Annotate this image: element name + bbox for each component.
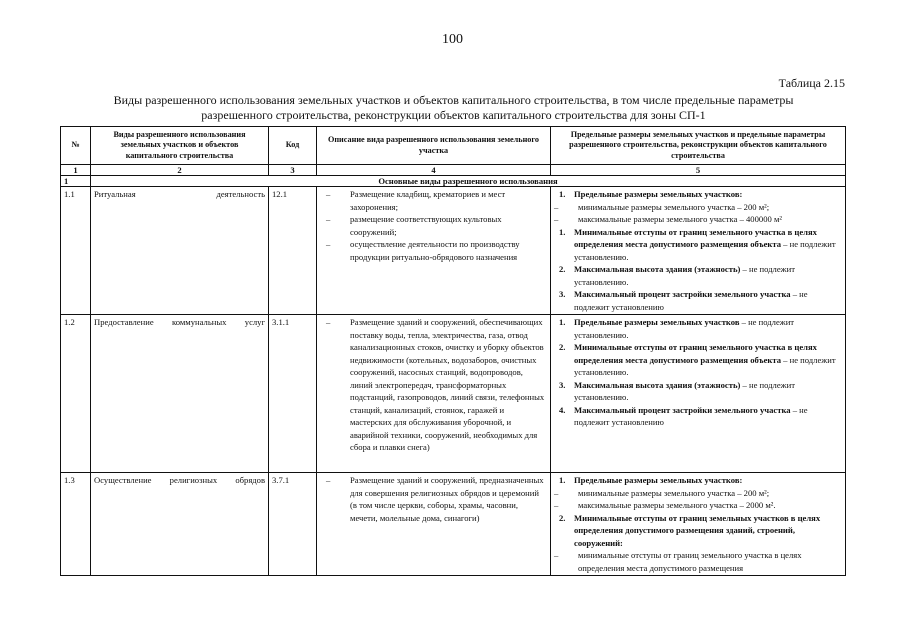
use-code: 3.1.1 [269, 315, 317, 473]
limit-value: – не подлежит установлению. [574, 317, 795, 340]
limit-item [554, 288, 842, 313]
limit-item [554, 341, 842, 379]
description-item: – Размещение зданий и сооружений, обеспечивающих поставку воды, тепла, электричества, газа, отвод канализационных стоков, очистку и уборку объектов недвижимости (котельных, водозаборов, очистных сооружений, насосных станций, водопроводов, линий электропередач, трансформаторных подстанций, газопроводов, линий связи, телефонных станций, канализаций, стоянок, гаражей и мастерских для обслуживания уборочной, и аварийной техники, сооружений, необходимых для сбора и плавки снега) [326, 316, 547, 454]
row-number: 1.1 [61, 187, 91, 315]
limit-value: – не подлежит установлению [574, 289, 808, 312]
use-kind: Ритуальная деятельность [91, 187, 269, 315]
limit-value: – не подлежит установлению. [574, 264, 795, 287]
limit-title: Минимальные отступы от границ земельных участков в целях определения допустимого размещения зданий, строений, сооружений: [574, 512, 821, 548]
limit-sub-item: – минимальные размеры земельного участка – 200 м²; [554, 487, 842, 500]
use-kind: Осуществление религиозных обрядов [91, 473, 269, 576]
limit-sub-item: – максимальные размеры земельного участка – 2000 м². [554, 499, 842, 512]
description-list [320, 188, 547, 263]
limit-title: Минимальные отступы от границ земельного участка в целях определения места допустимого размещения объекта [574, 226, 817, 249]
limit-number: 3. [559, 379, 566, 390]
limit-number: 3. [559, 289, 566, 299]
column-number-row [61, 165, 846, 176]
limit-number: 1. [559, 317, 566, 327]
limit-title: Максимальная высота здания (этажность) [574, 379, 741, 390]
use-limits [551, 187, 846, 315]
limit-title: Предельные размеры земельных участков: [574, 189, 743, 199]
table-caption [62, 93, 845, 123]
section-row [61, 176, 846, 187]
column-number: 2 [91, 165, 269, 176]
description-item: – размещение соответствующих культовых сооружений; [326, 213, 547, 238]
row-number: 1.2 [61, 315, 91, 473]
header-row [61, 127, 846, 165]
limit-number: 2. [559, 512, 566, 523]
limit-title: Предельные размеры земельных участков: [574, 475, 743, 485]
limit-item [554, 263, 842, 288]
limit-number: 1. [559, 475, 566, 485]
limit-item [554, 188, 842, 201]
description-item: – Размещение кладбищ, крематориев и мест захоронения; [326, 188, 547, 213]
limit-sub-item: – минимальные размеры земельного участка – 200 м²; [554, 201, 842, 214]
limit-item [554, 512, 842, 550]
description-list [320, 316, 547, 454]
caption-line-1: Виды разрешенного использования земельных участков и объектов капитального строительства, в том числе предельные параметры [113, 93, 794, 107]
limit-title: Максимальный процент застройки земельного участка [574, 404, 791, 415]
use-limits [551, 315, 846, 473]
page-number: 100 [442, 32, 463, 47]
use-code: 3.7.1 [269, 473, 317, 576]
column-number: 5 [551, 165, 846, 176]
table-row [61, 187, 846, 315]
header-limits: Предельные размеры земельных участков и предельные параметры разрешенного строительства, реконструкции объектов капитального строительства [551, 127, 846, 165]
limit-sub-item: – максимальные размеры земельного участка – 400000 м² [554, 213, 842, 226]
limit-number: 1. [559, 189, 566, 199]
limit-value: – не подлежит установлению [574, 404, 808, 427]
header-kind: Виды разрешенного использования земельных участков и объектов капитального строительства [91, 127, 269, 165]
limit-title: Минимальные отступы от границ земельного участка в целях определения места допустимого размещения объекта [574, 342, 817, 365]
limit-number: 4. [559, 404, 566, 415]
use-limits [551, 473, 846, 576]
table-label: Таблица 2.15 [778, 76, 845, 90]
limit-title: Максимальный процент застройки земельного участка [574, 289, 791, 299]
column-number: 3 [269, 165, 317, 176]
limit-item [554, 404, 842, 429]
limit-item [554, 226, 842, 264]
limit-title: Предельные размеры земельных участков [574, 317, 740, 327]
limit-item [554, 316, 842, 341]
row-number: 1.3 [61, 473, 91, 576]
use-kind: Предоставление коммунальных услуг [91, 315, 269, 473]
use-description [317, 315, 551, 473]
limits-list [554, 316, 842, 429]
use-code: 12.1 [269, 187, 317, 315]
limit-value: – не подлежит установлению. [574, 354, 836, 377]
limit-number: 2. [559, 264, 566, 274]
description-item: – Размещение зданий и сооружений, предназначенных для совершения религиозных обрядов и церемоний (в том числе церкви, соборы, храмы, часовни, мечети, молельные дома, синагоги) [326, 474, 547, 524]
section-title: Основные виды разрешенного использования [91, 176, 846, 187]
limit-item [554, 379, 842, 404]
use-description [317, 187, 551, 315]
description-list [320, 474, 547, 524]
limit-item [554, 474, 842, 487]
limits-list [554, 188, 842, 313]
table-row [61, 473, 846, 576]
section-number: 1 [61, 176, 91, 187]
column-number: 4 [317, 165, 551, 176]
caption-line-2: разрешенного строительства, реконструкции объектов капитального строительства для зоны СП-1 [201, 108, 706, 122]
header-code: Код [269, 127, 317, 165]
limit-title: Максимальная высота здания (этажность) [574, 264, 741, 274]
permitted-use-table [60, 126, 846, 576]
description-item: – осуществление деятельности по производству продукции ритуально-обрядового назначения [326, 238, 547, 263]
header-num: № [61, 127, 91, 165]
limit-sub-item: – минимальные отступы от границ земельного участка в целях определения места допустимого размещения [554, 549, 842, 574]
header-description: Описание вида разрешенного использования земельного участка [317, 127, 551, 165]
limit-number: 1. [559, 226, 566, 237]
limit-value: – не подлежит установлению. [574, 239, 836, 262]
table-row [61, 315, 846, 473]
limit-value: – не подлежит установлению. [574, 379, 795, 402]
use-description [317, 473, 551, 576]
limits-list [554, 474, 842, 574]
limit-number: 2. [559, 342, 566, 352]
column-number: 1 [61, 165, 91, 176]
